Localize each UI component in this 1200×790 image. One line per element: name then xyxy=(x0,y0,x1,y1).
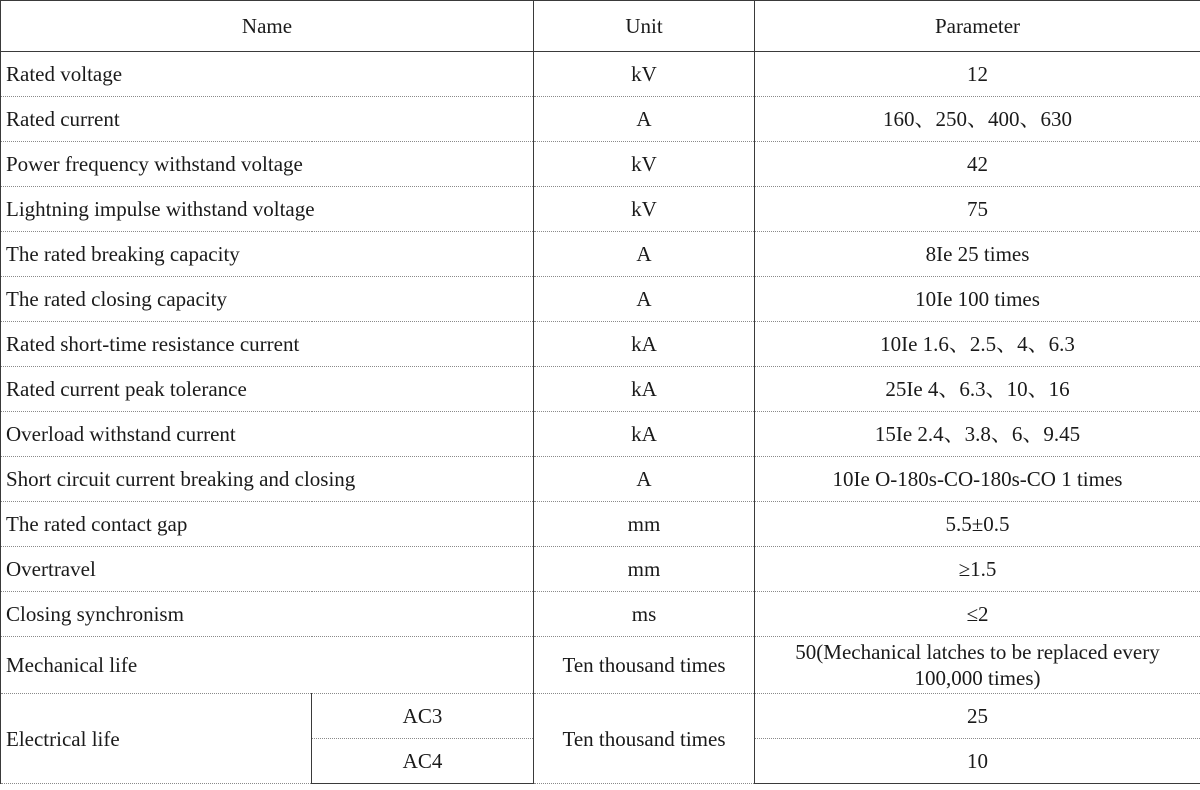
electrical-life-row-ac3 xyxy=(1,694,1200,739)
row-unit: kA xyxy=(534,367,755,412)
table-row xyxy=(1,277,1200,322)
row-unit: kA xyxy=(534,322,755,367)
table-row xyxy=(1,97,1200,142)
row-value: 50(Mechanical latches to be replaced every 100,000 times) xyxy=(755,637,1200,694)
electrical-life-unit: Ten thousand times xyxy=(534,694,755,784)
header-parameter: Parameter xyxy=(755,1,1200,52)
row-unit: kV xyxy=(534,187,755,232)
row-value: 160、250、400、630 xyxy=(755,97,1200,142)
table-row xyxy=(1,547,1200,592)
row-unit: A xyxy=(534,97,755,142)
electrical-life-sub-value: 25 xyxy=(755,694,1200,739)
row-name: The rated breaking capacity xyxy=(1,232,534,277)
table-row xyxy=(1,412,1200,457)
electrical-life-name: Electrical life xyxy=(1,694,312,784)
row-unit: A xyxy=(534,232,755,277)
row-name: Mechanical life xyxy=(1,637,534,694)
row-name: Closing synchronism xyxy=(1,592,534,637)
row-name: Rated current peak tolerance xyxy=(1,367,534,412)
row-value: ≤2 xyxy=(755,592,1200,637)
row-unit: mm xyxy=(534,502,755,547)
electrical-life-sub-label: AC3 xyxy=(312,694,534,739)
row-name: Lightning impulse withstand voltage xyxy=(1,187,534,232)
row-unit: A xyxy=(534,457,755,502)
table-row xyxy=(1,142,1200,187)
row-value: 12 xyxy=(755,52,1200,97)
row-value: 25Ie 4、6.3、10、16 xyxy=(755,367,1200,412)
header-name: Name xyxy=(1,1,534,52)
row-unit: ms xyxy=(534,592,755,637)
table-row xyxy=(1,322,1200,367)
row-unit: kA xyxy=(534,412,755,457)
table-row xyxy=(1,637,1200,694)
row-value: 42 xyxy=(755,142,1200,187)
table-row xyxy=(1,592,1200,637)
table-header-row xyxy=(1,1,1200,52)
row-name: Rated current xyxy=(1,97,534,142)
row-name: Short circuit current breaking and closing xyxy=(1,457,534,502)
table-row xyxy=(1,187,1200,232)
row-name: Power frequency withstand voltage xyxy=(1,142,534,187)
row-value: 15Ie 2.4、3.8、6、9.45 xyxy=(755,412,1200,457)
row-unit: kV xyxy=(534,52,755,97)
row-name: Overload withstand current xyxy=(1,412,534,457)
table-row xyxy=(1,52,1200,97)
row-name: Rated short-time resistance current xyxy=(1,322,534,367)
table-row xyxy=(1,232,1200,277)
row-value: 8Ie 25 times xyxy=(755,232,1200,277)
row-value: 10Ie O-180s-CO-180s-CO 1 times xyxy=(755,457,1200,502)
table-row xyxy=(1,367,1200,412)
row-value: 5.5±0.5 xyxy=(755,502,1200,547)
row-name: Overtravel xyxy=(1,547,534,592)
row-name: The rated closing capacity xyxy=(1,277,534,322)
row-value: 10Ie 1.6、2.5、4、6.3 xyxy=(755,322,1200,367)
row-unit: kV xyxy=(534,142,755,187)
row-unit: A xyxy=(534,277,755,322)
row-value: ≥1.5 xyxy=(755,547,1200,592)
row-value: 75 xyxy=(755,187,1200,232)
row-name: The rated contact gap xyxy=(1,502,534,547)
table-row xyxy=(1,457,1200,502)
table-row xyxy=(1,502,1200,547)
row-unit: Ten thousand times xyxy=(534,637,755,694)
row-name: Rated voltage xyxy=(1,52,534,97)
electrical-life-sub-label: AC4 xyxy=(312,739,534,784)
row-unit: mm xyxy=(534,547,755,592)
row-value: 10Ie 100 times xyxy=(755,277,1200,322)
header-unit: Unit xyxy=(534,1,755,52)
electrical-life-sub-value: 10 xyxy=(755,739,1200,784)
